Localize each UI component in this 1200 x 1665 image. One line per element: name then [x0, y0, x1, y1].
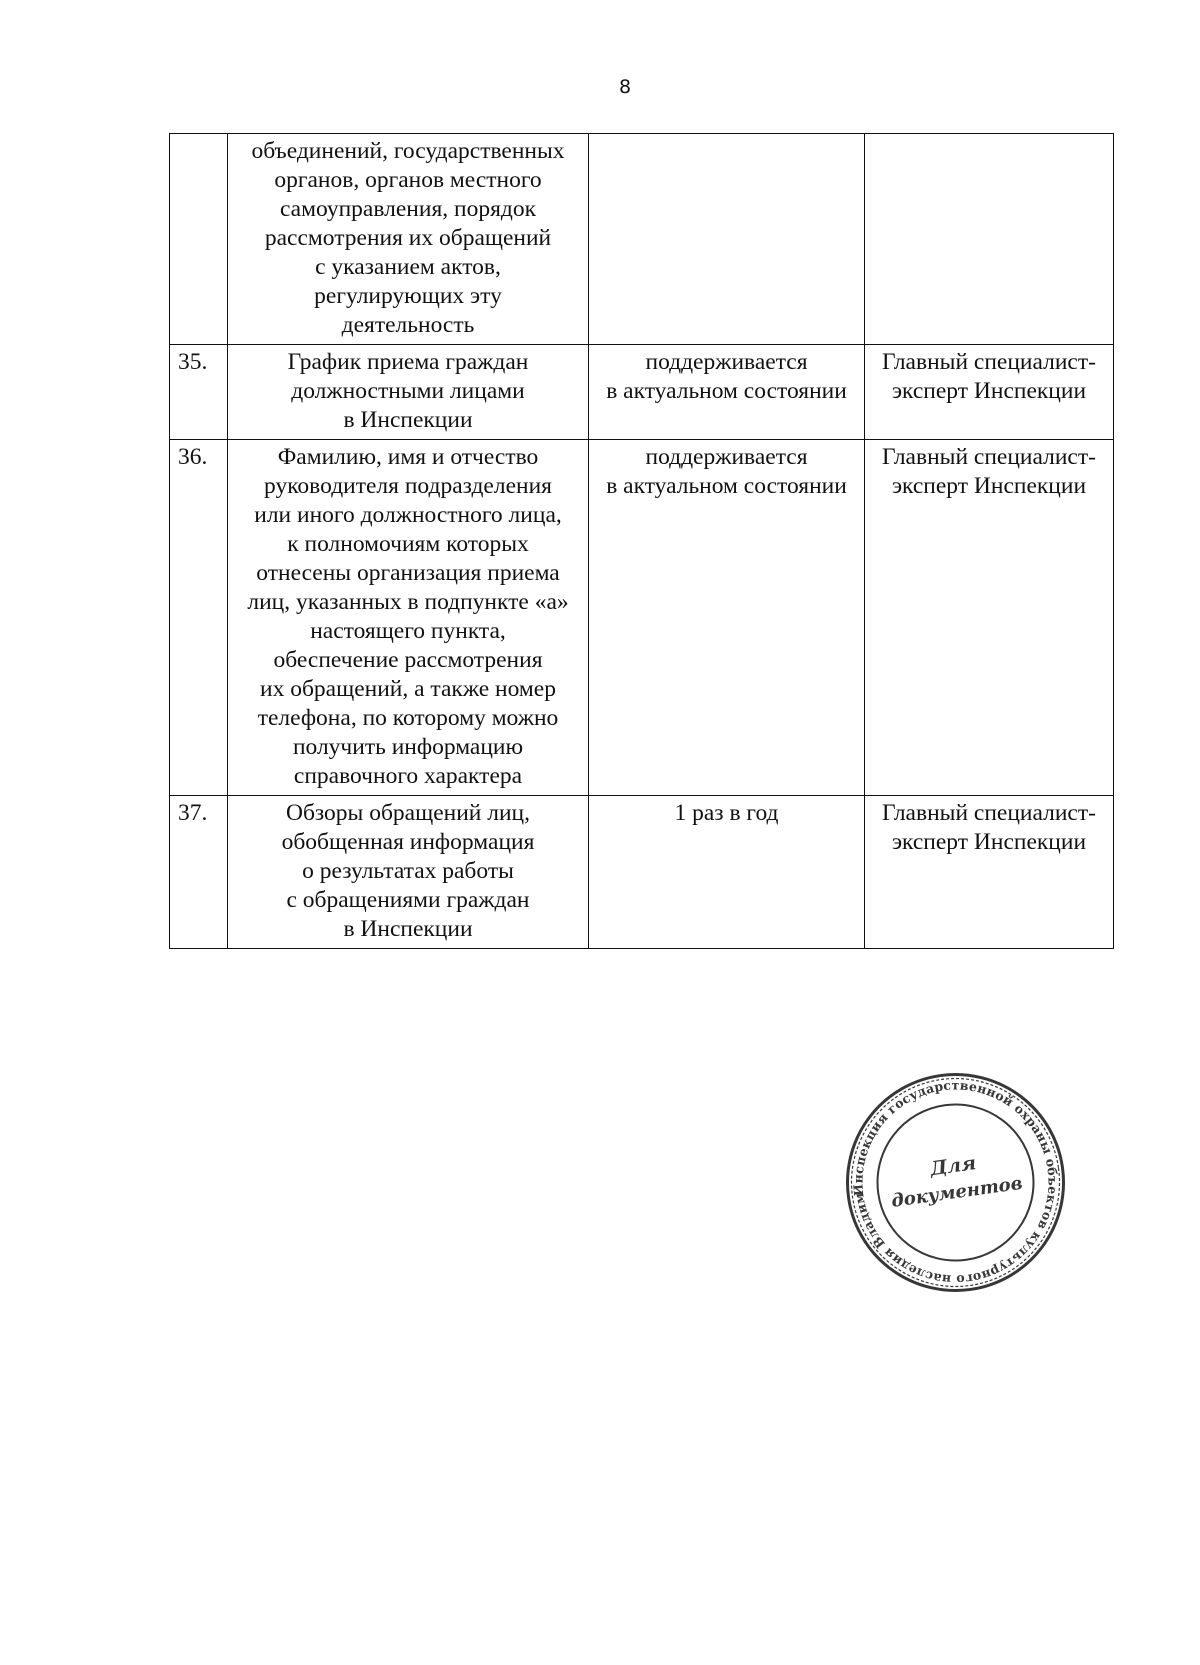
- description-line: самоуправления, порядок: [279, 196, 537, 222]
- responsible-line: эксперт Инспекции: [891, 473, 1087, 499]
- description-line: получить информацию: [292, 734, 524, 760]
- official-stamp: [843, 1070, 1068, 1295]
- description-line: Фамилию, имя и отчество: [277, 444, 539, 470]
- table-body: [170, 134, 1114, 949]
- responsible-line: Главный специалист-: [882, 800, 1096, 826]
- description-line: Обзоры обращений лиц,: [285, 800, 530, 826]
- responsible-cell: [865, 345, 1114, 440]
- description-cell: [228, 345, 589, 440]
- description-line: деятельность: [341, 312, 475, 338]
- description-line: в Инспекции: [343, 407, 473, 433]
- description-line: к полномочиям которых: [287, 531, 529, 557]
- stamp-center-line2: документов: [890, 1172, 1024, 1212]
- responsible-line: Главный специалист-: [882, 444, 1096, 470]
- row-number-cell: 35.: [170, 345, 228, 440]
- period-cell: [589, 796, 865, 949]
- description-line: рассмотрения их обращений: [264, 225, 552, 251]
- description-cell: [228, 440, 589, 796]
- description-line: обобщенная информация: [281, 829, 535, 855]
- row-number-cell: 36.: [170, 440, 228, 796]
- responsible-cell: [865, 440, 1114, 796]
- description-line: органов, органов местного: [274, 167, 542, 193]
- description-line: руководителя подразделения: [264, 473, 552, 499]
- description-line: в Инспекции: [343, 916, 473, 942]
- responsible-line: эксперт Инспекции: [891, 829, 1087, 855]
- description-line: отнесены организация приема: [256, 560, 560, 586]
- description-cell: [228, 134, 589, 345]
- description-line: регулирующих эту: [314, 283, 502, 309]
- table-row: [170, 440, 1114, 796]
- description-line: объединений, государственных: [251, 138, 565, 164]
- stamp-ring-text: Инспекция государственной охраны объектов культурного наследия Владимирской: [850, 1077, 1061, 1288]
- period-cell: [589, 134, 865, 345]
- description-line: справочного характера: [293, 763, 523, 789]
- table-row: [170, 345, 1114, 440]
- description-line: о результатах работы: [302, 858, 514, 884]
- responsible-line: Главный специалист-: [882, 349, 1096, 375]
- description-cell: [228, 796, 589, 949]
- period-cell: [589, 345, 865, 440]
- period-line: в актуальном состоянии: [606, 473, 847, 499]
- responsible-line: эксперт Инспекции: [891, 378, 1087, 404]
- description-line: телефона, по которому можно: [257, 705, 559, 731]
- description-line: с указанием актов,: [315, 254, 501, 280]
- table-row: [170, 796, 1114, 949]
- description-line: их обращений, а также номер: [260, 676, 556, 702]
- row-number-cell: [170, 134, 228, 345]
- description-line: График приема граждан: [287, 349, 529, 375]
- description-line: с обращениями граждан: [286, 887, 530, 913]
- description-line: или иного должностного лица,: [254, 502, 562, 528]
- period-line: 1 раз в год: [674, 800, 779, 826]
- description-line: лиц, указанных в подпункте «а»: [247, 589, 569, 615]
- page-number: 8: [618, 76, 632, 98]
- period-line: поддерживается: [645, 349, 808, 375]
- responsible-cell: [865, 796, 1114, 949]
- description-line: должностными лицами: [291, 378, 525, 404]
- table-row: [170, 134, 1114, 345]
- description-line: настоящего пункта,: [310, 618, 506, 644]
- document-table: [169, 133, 1114, 949]
- period-line: поддерживается: [645, 444, 808, 470]
- row-number-cell: 37.: [170, 796, 228, 949]
- period-cell: [589, 440, 865, 796]
- responsible-cell: [865, 134, 1114, 345]
- stamp-center-line1: Для: [928, 1152, 978, 1181]
- period-line: в актуальном состоянии: [606, 378, 847, 404]
- description-line: обеспечение рассмотрения: [273, 647, 543, 673]
